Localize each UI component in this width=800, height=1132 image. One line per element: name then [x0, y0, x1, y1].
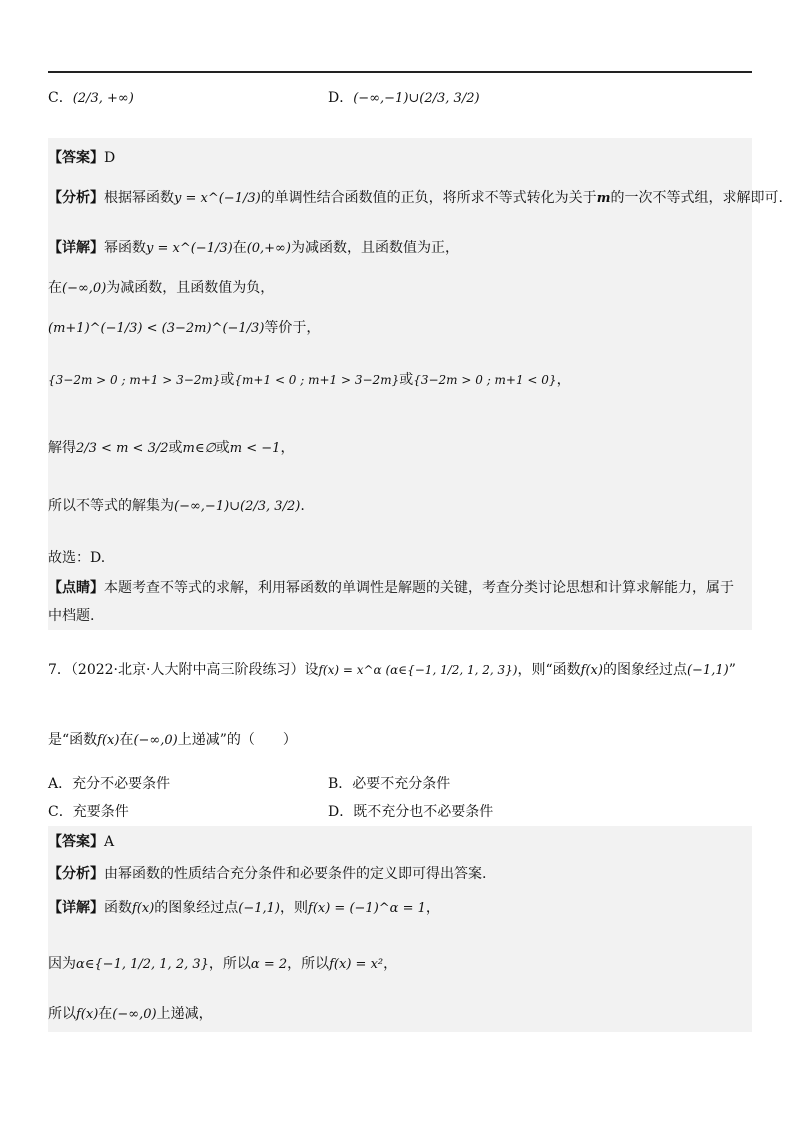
option-d: D．既不充分也不必要条件	[328, 804, 494, 820]
option-a: A．充分不必要条件	[48, 776, 171, 792]
option-c: C．充要条件	[48, 804, 129, 820]
question-7-stem-line2: 是“函数f(x)在(−∞,0)上递减”的（ ）	[48, 732, 297, 748]
select-q6: 故选：D.	[48, 550, 106, 566]
option-d: D．(−∞,−1)∪(2/3, 3/2)	[328, 90, 480, 106]
detail-q6-line6: 所以不等式的解集为(−∞,−1)∪(2/3, 3/2).	[48, 498, 305, 514]
comment-q6-line2: 中档题.	[48, 608, 95, 624]
top-rule	[48, 71, 752, 73]
comment-q6-line1: 【点睛】本题考查不等式的求解，利用幂函数的单调性是解题的关键，考查分类讨论思想和计算求解能力，属于	[48, 580, 734, 596]
analysis-q7: 【分析】由幂函数的性质结合充分条件和必要条件的定义即可得出答案.	[48, 866, 487, 882]
detail-q6-line3: (m+1)^(−1/3) < (3−2m)^(−1/3)等价于，	[48, 320, 321, 336]
option-c: C．(2/3, +∞)	[48, 90, 134, 106]
detail-q6-line2: 在(−∞,0)为减函数，且函数值为负，	[48, 280, 275, 296]
detail-q6-systems: {3−2m > 0 ; m+1 > 3−2m}或{m+1 < 0 ; m+1 > 3−2m}或{3−2m > 0 ; m+1 < 0}，	[48, 372, 571, 388]
detail-q7-line3: 所以f(x)在(−∞,0)上递减，	[48, 1006, 213, 1022]
detail-q7-line1: 【详解】函数f(x)的图象经过点(−1,1)，则f(x) = (−1)^α = 1，	[48, 900, 440, 916]
math-expression: (−∞,−1)∪(2/3, 3/2)	[353, 91, 480, 106]
answer-box-q7	[48, 826, 752, 1032]
answer-q6: 【答案】D	[48, 150, 116, 166]
detail-q6-line1: 【详解】幂函数y = x^(−1/3)在(0,+∞)为减函数，且函数值为正，	[48, 240, 459, 256]
analysis-q6: 【分析】根据幂函数y = x^(−1/3)的单调性结合函数值的正负，将所求不等式转化为关于m的一次不等式组，求解即可.	[48, 190, 783, 206]
question-7-stem-line1: 7．（2022·北京·人大附中高三阶段练习）设f(x) = x^α (α∈{−1, 1/2, 1, 2, 3})，则“函数f(x)的图象经过点(−1,1)”	[48, 662, 736, 678]
answer-q7: 【答案】A	[48, 834, 115, 850]
detail-q7-line2: 因为α∈{−1, 1/2, 1, 2, 3}，所以α = 2，所以f(x) = x²，	[48, 956, 398, 972]
option-b: B．必要不充分条件	[328, 776, 451, 792]
math-expression: (2/3, +∞)	[72, 91, 134, 106]
detail-q6-line5: 解得2/3 < m < 3/2或m∈∅或m < −1，	[48, 440, 295, 456]
